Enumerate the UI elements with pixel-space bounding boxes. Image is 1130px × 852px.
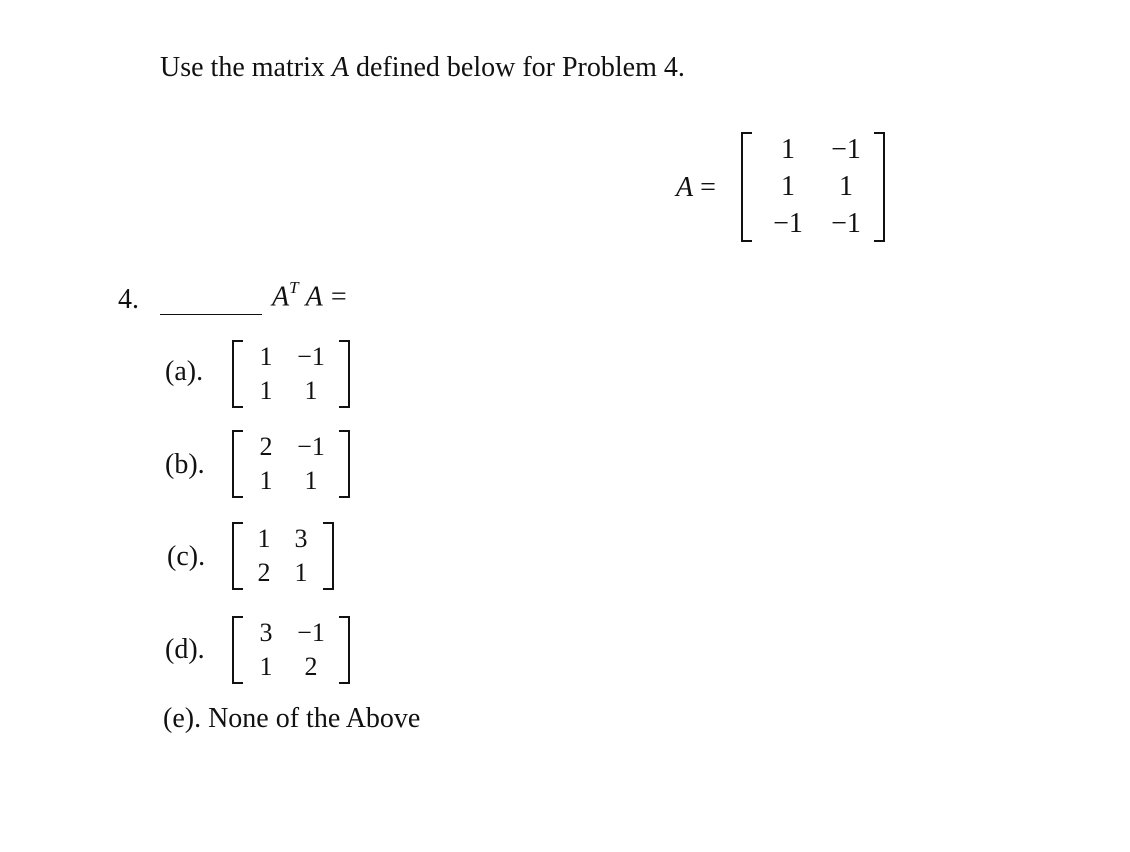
matrix-a-equals: =: [700, 172, 716, 203]
matrix-cell: 1: [257, 524, 271, 553]
matrix-cell: 3: [259, 618, 273, 647]
matrix-cell: 1: [259, 466, 273, 495]
choice-e: [163, 703, 420, 735]
matrix-cell: 1: [781, 170, 795, 202]
matrix-cell: 1: [259, 342, 273, 371]
question-expression: [272, 280, 348, 313]
intro-matrix-symbol: A: [331, 52, 349, 83]
intro-sentence: [160, 52, 685, 84]
matrix-cell: 2: [257, 558, 271, 587]
left-bracket: [232, 522, 243, 590]
right-bracket: [339, 340, 350, 408]
choice-d-grid: [243, 616, 339, 684]
matrix-cell: 1: [304, 376, 318, 405]
choice-c-label: (c).: [167, 541, 206, 572]
matrix-cell: 1: [259, 652, 273, 681]
problem-number: 4.: [118, 284, 139, 315]
choice-a-label: (a).: [165, 356, 204, 387]
intro-suffix: defined below for Problem 4.: [355, 52, 685, 83]
left-bracket: [232, 616, 243, 684]
left-bracket: [232, 430, 243, 498]
intro-prefix: Use the matrix: [160, 52, 325, 83]
matrix-cell: 1: [294, 558, 308, 587]
choice-e-label: (e).: [163, 703, 202, 734]
choice-d-matrix: [232, 616, 350, 684]
choice-b-matrix: [232, 430, 350, 498]
left-bracket: [232, 340, 243, 408]
matrix-cell: −1: [297, 618, 325, 647]
question-tail: A =: [305, 281, 349, 313]
right-bracket: [339, 616, 350, 684]
matrix-cell: −1: [297, 432, 325, 461]
choice-e-text: None of the Above: [208, 703, 421, 734]
question-base: A: [272, 281, 290, 313]
choice-a-matrix: [232, 340, 350, 408]
matrix-cell: −1: [831, 134, 861, 166]
choice-c-matrix: [232, 522, 334, 590]
matrix-cell: 1: [839, 170, 853, 202]
matrix-cell: 1: [781, 134, 795, 166]
matrix-a-label: [676, 172, 716, 204]
matrix-cell: 1: [259, 376, 273, 405]
right-bracket: [874, 132, 885, 242]
choice-c-grid: [243, 522, 323, 590]
matrix-cell: 2: [259, 432, 273, 461]
matrix-a-grid: [752, 132, 874, 242]
matrix-cell: −1: [773, 207, 803, 239]
matrix-cell: 1: [304, 466, 318, 495]
matrix-cell: −1: [297, 342, 325, 371]
choice-b-grid: [243, 430, 339, 498]
answer-blank[interactable]: [160, 314, 262, 315]
question-transpose: T: [289, 278, 299, 297]
matrix-a-symbol: A: [676, 172, 694, 203]
right-bracket: [323, 522, 334, 590]
matrix-cell: 2: [304, 652, 318, 681]
right-bracket: [339, 430, 350, 498]
choice-d-label: (d).: [165, 634, 205, 665]
choice-b-label: (b).: [165, 449, 205, 480]
matrix-cell: −1: [831, 207, 861, 239]
left-bracket: [741, 132, 752, 242]
choice-a-grid: [243, 340, 339, 408]
matrix-cell: 3: [294, 524, 308, 553]
matrix-a: [741, 132, 885, 242]
